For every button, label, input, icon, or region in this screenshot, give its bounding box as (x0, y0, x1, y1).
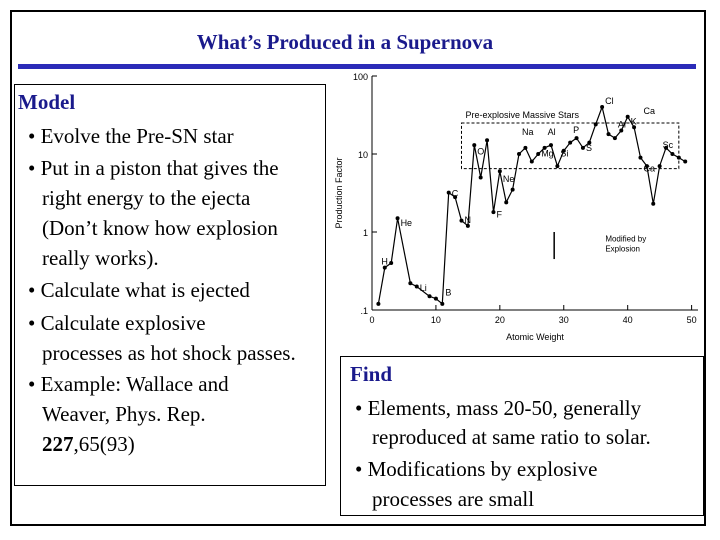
production-point (613, 136, 617, 140)
x-tick-label: 30 (558, 315, 569, 325)
y-axis-label: Production Factor (334, 157, 344, 229)
model-line-11 (42, 432, 135, 457)
model-line-4: (Don’t know how explosion (42, 216, 278, 240)
production-point (651, 202, 655, 206)
production-point (459, 219, 463, 223)
production-point (415, 285, 419, 289)
production-point (530, 160, 534, 164)
model-line-1: • Evolve the Pre-SN star (28, 124, 234, 148)
element-label-sc: Sc (662, 139, 674, 150)
production-point (670, 152, 674, 156)
pre-explosive-box (461, 123, 678, 169)
slide-title: What’s Produced in a Supernova (196, 30, 494, 54)
production-point (607, 132, 611, 136)
production-point (677, 156, 681, 160)
model-line-3: right energy to the ejecta (42, 186, 251, 210)
production-point (376, 302, 380, 306)
element-label-he: He (400, 217, 413, 228)
production-point (440, 302, 444, 306)
y-tick-label: 100 (352, 72, 368, 82)
x-axis-label: Atomic Weight (506, 332, 564, 342)
production-point (523, 146, 527, 150)
production-point (479, 175, 483, 179)
production-point (434, 297, 438, 301)
production-point (472, 143, 476, 147)
production-point (658, 164, 662, 168)
element-label-h: H (381, 256, 388, 267)
production-point (447, 191, 451, 195)
model-line-7: • Calculate explosive (28, 311, 206, 335)
x-tick-label: 20 (494, 315, 505, 325)
production-point (581, 146, 585, 150)
production-point (511, 188, 515, 192)
find-line-3: • Modifications by explosive (355, 457, 598, 481)
element-label-ar: Ar (617, 119, 627, 130)
production-point (396, 216, 400, 220)
production-point (568, 141, 572, 145)
model-line-8: processes as hot shock passes. (42, 341, 296, 365)
find-line-1: • Elements, mass 20-50, generally (355, 396, 642, 420)
production-factor-chart (330, 70, 702, 356)
element-label-li: Li (419, 283, 427, 294)
element-label-f: F (496, 209, 502, 220)
element-label-mg: Mg (541, 148, 554, 159)
y-tick-label: 1 (362, 228, 368, 238)
model-line-10: Weaver, Phys. Rep. (42, 402, 206, 426)
element-label-ca: Ca (643, 163, 655, 174)
production-point (428, 294, 432, 298)
production-point (683, 160, 687, 164)
production-point (498, 169, 502, 173)
production-point (594, 122, 598, 126)
element-label-ca: Ca (643, 105, 655, 116)
production-point (575, 136, 579, 140)
annotation-line-1: Modified by (605, 234, 647, 244)
production-point (504, 200, 508, 204)
model-line-6: • Calculate what is ejected (28, 278, 250, 302)
find-line-2: reproduced at same ratio to solar. (372, 425, 651, 449)
title-rule (18, 64, 696, 69)
x-tick-label: 10 (430, 315, 441, 325)
element-label-na: Na (522, 127, 534, 138)
model-line-2: • Put in a piston that gives the (28, 156, 279, 180)
production-point (517, 152, 521, 156)
y-tick-label: .1 (360, 306, 368, 316)
reference-volume: 227 (42, 432, 74, 456)
pre-explosive-label: Pre-explosive Massive Stars (465, 109, 580, 120)
y-tick-label: 10 (357, 150, 368, 160)
element-label-s: S (585, 143, 592, 153)
find-line-4: processes are small (372, 487, 535, 511)
element-label-n: N (464, 214, 471, 225)
model-line-9: • Example: Wallace and (28, 372, 229, 396)
production-point (626, 115, 630, 119)
element-label-si: Si (560, 148, 569, 159)
element-label-cl: Cl (605, 96, 614, 107)
production-point (389, 261, 393, 265)
x-tick-label: 0 (369, 315, 375, 325)
find-heading: Find (350, 362, 393, 386)
model-heading: Model (18, 90, 76, 114)
production-point (638, 156, 642, 160)
production-point (549, 143, 553, 147)
production-point (600, 105, 604, 109)
element-label-ne: Ne (502, 174, 515, 185)
element-label-al: Al (547, 127, 556, 138)
element-label-b: B (445, 287, 452, 298)
element-label-k: K (630, 116, 637, 127)
model-line-5: really works). (42, 246, 159, 270)
production-point (491, 210, 495, 214)
x-tick-label: 40 (622, 315, 633, 325)
production-point (485, 138, 489, 142)
x-tick-label: 50 (686, 315, 697, 325)
production-point (408, 281, 412, 285)
element-label-c: C (451, 188, 459, 199)
annotation-line-2: Explosion (605, 244, 641, 254)
element-label-p: P (573, 125, 580, 136)
production-point (555, 164, 559, 168)
element-label-o: O (477, 146, 485, 157)
production-point (536, 152, 540, 156)
reference-rest: ,65(93) (73, 432, 135, 456)
